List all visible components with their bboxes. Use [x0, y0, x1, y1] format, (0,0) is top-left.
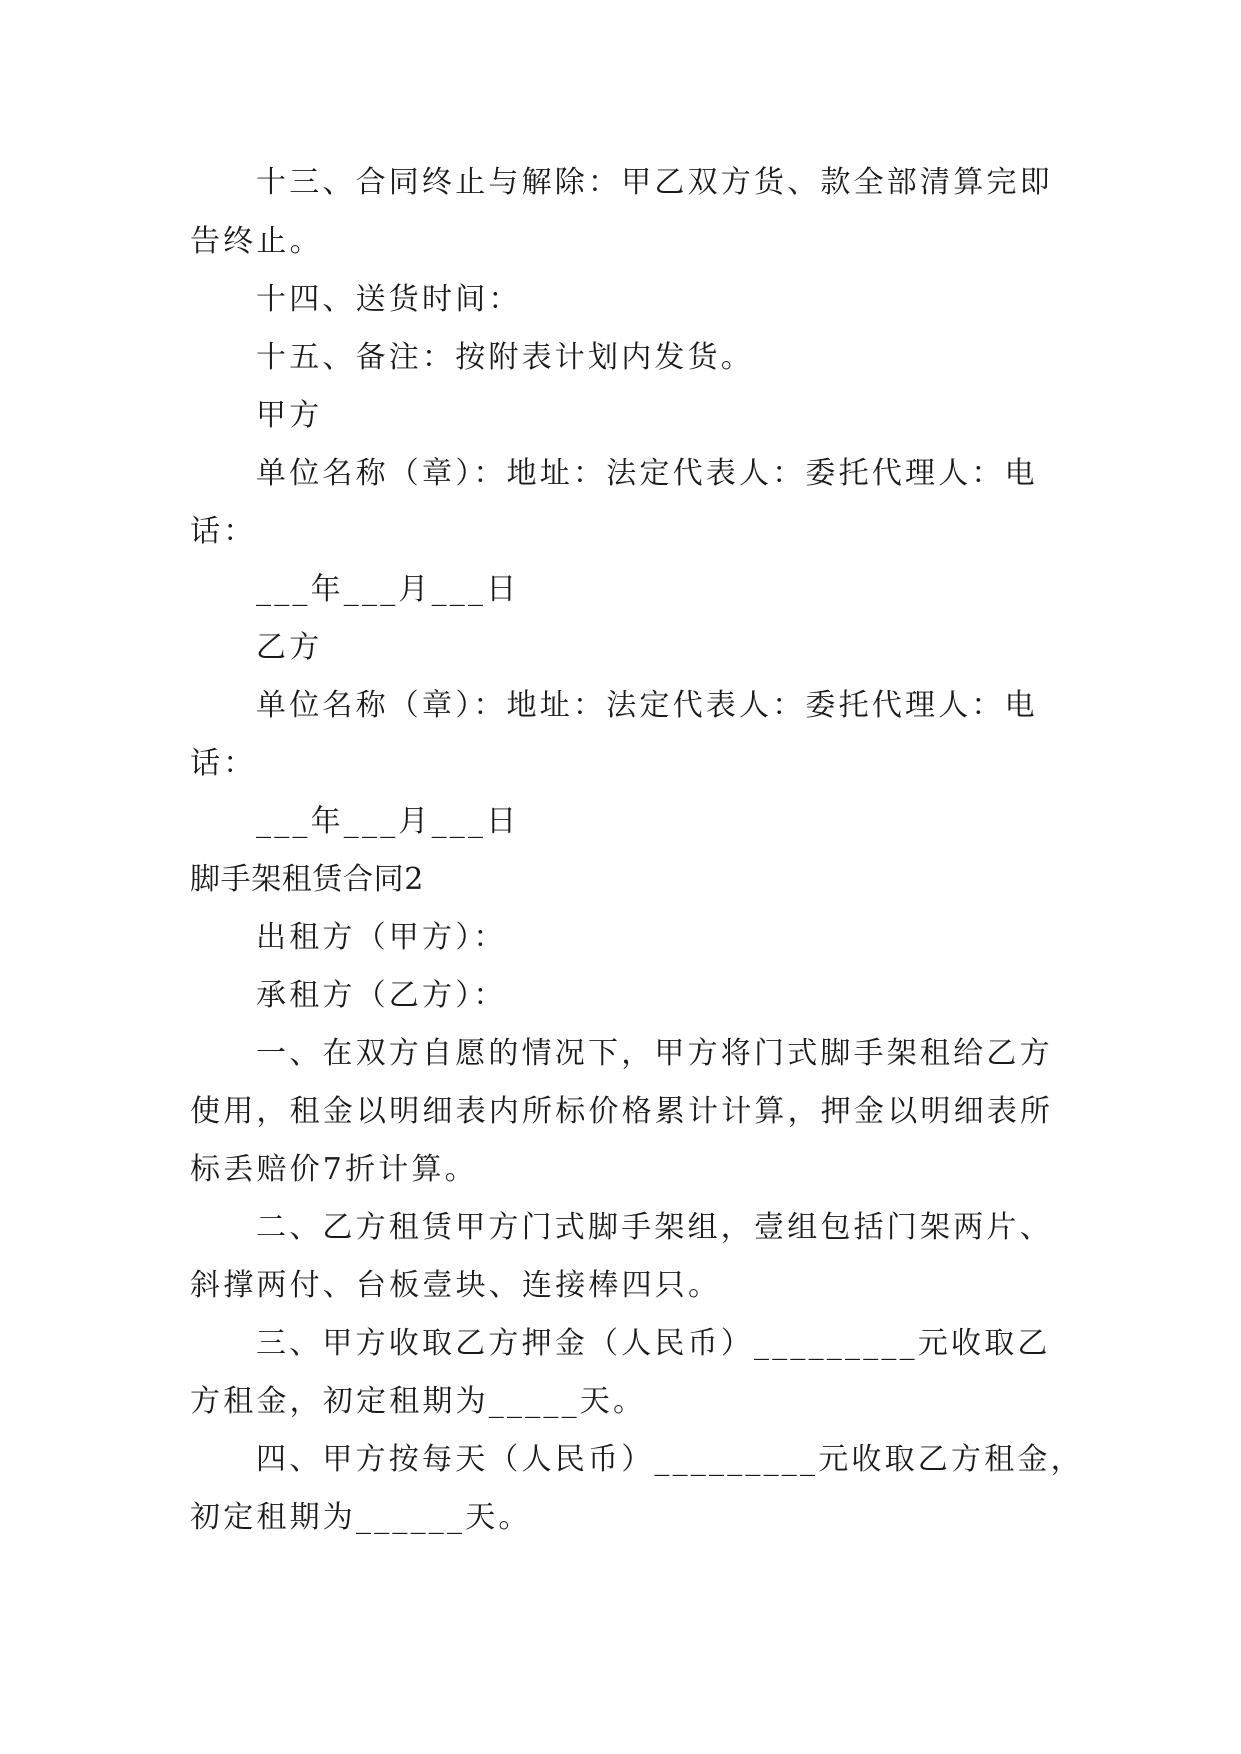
party-b-label: 乙方 — [256, 630, 323, 665]
article-1-line-2: 使用，租金以明细表内所标价格累计计算，押金以明细表所 — [190, 1094, 1054, 1129]
clause-13-line-2: 告终止。 — [190, 224, 323, 259]
clause-14: 十四、送货时间： — [256, 282, 522, 317]
party-a-label: 甲方 — [256, 398, 323, 433]
article-3-line-1: 三、甲方收取乙方押金（人民币）_________元收取乙 — [256, 1326, 1051, 1361]
party-b-info-line-2: 话： — [190, 746, 257, 781]
article-1-line-1: 一、在双方自愿的情况下，甲方将门式脚手架租给乙方 — [256, 1036, 1053, 1071]
article-3-line-2: 方租金，初定租期为_____天。 — [190, 1384, 647, 1419]
party-a-info-line-2: 话： — [190, 514, 257, 549]
party-a-info-line-1: 单位名称（章）：地址：法定代表人：委托代理人：电 — [256, 456, 1038, 491]
article-2-line-1: 二、乙方租赁甲方门式脚手架组，壹组包括门架两片、 — [256, 1210, 1053, 1245]
article-4-line-1: 四、甲方按每天（人民币）_________元收取乙方租金， — [256, 1442, 1084, 1477]
lessee-label: 承租方（乙方）： — [256, 978, 507, 1013]
party-b-info-line-1: 单位名称（章）：地址：法定代表人：委托代理人：电 — [256, 688, 1038, 723]
party-a-date: ___年___月___日 — [256, 572, 520, 607]
contract-2-title: 脚手架租赁合同2 — [190, 862, 424, 897]
party-b-date: ___年___月___日 — [256, 804, 520, 839]
article-2-line-2: 斜撑两付、台板壹块、连接棒四只。 — [190, 1268, 722, 1303]
lessor-label: 出租方（甲方）： — [256, 920, 507, 955]
clause-13-line-1: 十三、合同终止与解除：甲乙双方货、款全部清算完即 — [256, 165, 1053, 200]
clause-15: 十五、备注：按附表计划内发货。 — [256, 340, 754, 375]
article-1-line-3: 标丢赔价7折计算。 — [190, 1152, 478, 1187]
article-4-line-2: 初定租期为______天。 — [190, 1500, 532, 1535]
